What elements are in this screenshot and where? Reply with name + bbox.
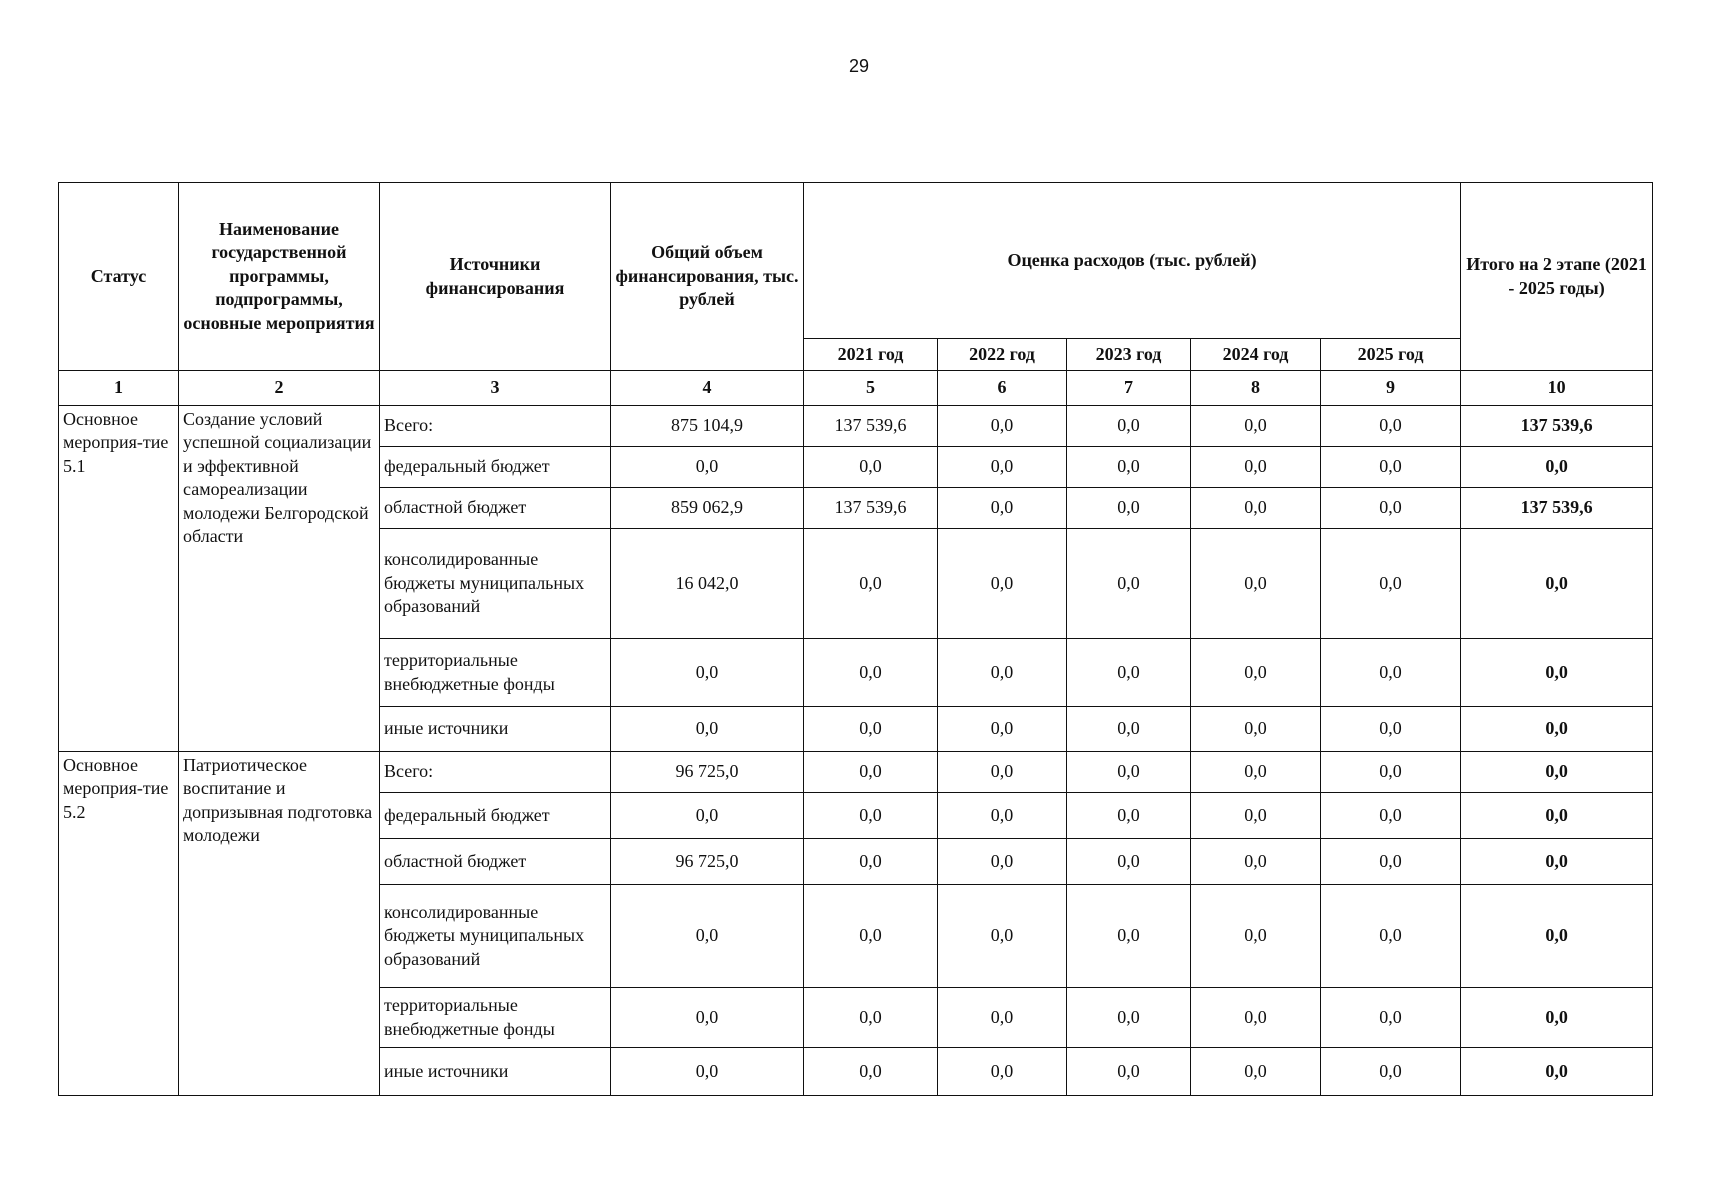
year-cell: 0,0 — [804, 752, 938, 793]
year-cell: 0,0 — [938, 1048, 1067, 1096]
column-number: 4 — [611, 371, 804, 406]
year-cell: 0,0 — [1321, 488, 1461, 529]
header-year: 2021 год — [804, 339, 938, 371]
header-name: Наименование государственной программы, подпрограммы, основные мероприятия — [179, 183, 380, 371]
year-cell: 0,0 — [1067, 488, 1191, 529]
year-cell: 0,0 — [938, 447, 1067, 488]
total-volume-cell: 0,0 — [611, 988, 804, 1048]
total-volume-cell: 0,0 — [611, 1048, 804, 1096]
year-cell: 137 539,6 — [804, 488, 938, 529]
column-number: 2 — [179, 371, 380, 406]
column-number: 6 — [938, 371, 1067, 406]
total-volume-cell: 859 062,9 — [611, 488, 804, 529]
header-estimate: Оценка расходов (тыс. рублей) — [804, 183, 1461, 339]
year-cell: 0,0 — [938, 488, 1067, 529]
source-cell: областной бюджет — [380, 839, 611, 885]
year-cell: 0,0 — [804, 707, 938, 752]
header-year: 2024 год — [1191, 339, 1321, 371]
year-cell: 0,0 — [1191, 447, 1321, 488]
stage-total-cell: 0,0 — [1461, 885, 1653, 988]
year-cell: 0,0 — [1321, 529, 1461, 639]
year-cell: 0,0 — [1191, 406, 1321, 447]
group-name: Создание условий успешной социализации и эффективной самореализации молодежи Белгородской области — [179, 406, 380, 752]
year-cell: 0,0 — [938, 529, 1067, 639]
year-cell: 0,0 — [1321, 406, 1461, 447]
stage-total-cell: 0,0 — [1461, 1048, 1653, 1096]
year-cell: 0,0 — [1067, 793, 1191, 839]
total-volume-cell: 0,0 — [611, 707, 804, 752]
source-cell: федеральный бюджет — [380, 793, 611, 839]
stage-total-cell: 137 539,6 — [1461, 488, 1653, 529]
year-cell: 0,0 — [804, 1048, 938, 1096]
table-row — [59, 752, 1653, 793]
year-cell: 0,0 — [938, 988, 1067, 1048]
stage-total-cell: 0,0 — [1461, 447, 1653, 488]
year-cell: 0,0 — [1321, 752, 1461, 793]
stage-total-cell: 0,0 — [1461, 793, 1653, 839]
year-cell: 0,0 — [1067, 885, 1191, 988]
year-cell: 0,0 — [938, 793, 1067, 839]
header-year: 2023 год — [1067, 339, 1191, 371]
header-year: 2025 год — [1321, 339, 1461, 371]
year-cell: 137 539,6 — [804, 406, 938, 447]
year-cell: 0,0 — [938, 639, 1067, 707]
source-cell: Всего: — [380, 752, 611, 793]
year-cell: 0,0 — [1067, 839, 1191, 885]
source-cell: иные источники — [380, 707, 611, 752]
column-number: 3 — [380, 371, 611, 406]
total-volume-cell: 96 725,0 — [611, 752, 804, 793]
stage-total-cell: 0,0 — [1461, 988, 1653, 1048]
year-cell: 0,0 — [1321, 988, 1461, 1048]
year-cell: 0,0 — [1067, 639, 1191, 707]
year-cell: 0,0 — [1191, 488, 1321, 529]
stage-total-cell: 0,0 — [1461, 839, 1653, 885]
stage-total-cell: 0,0 — [1461, 752, 1653, 793]
column-number: 7 — [1067, 371, 1191, 406]
year-cell: 0,0 — [1321, 793, 1461, 839]
total-volume-cell: 96 725,0 — [611, 839, 804, 885]
year-cell: 0,0 — [938, 707, 1067, 752]
source-cell: консолидированные бюджеты муниципальных образований — [380, 529, 611, 639]
column-numbers-row — [59, 371, 1653, 406]
page-number: 29 — [848, 56, 870, 76]
year-cell: 0,0 — [938, 885, 1067, 988]
year-cell: 0,0 — [1191, 529, 1321, 639]
year-cell: 0,0 — [1321, 447, 1461, 488]
year-cell: 0,0 — [1191, 707, 1321, 752]
source-cell: областной бюджет — [380, 488, 611, 529]
source-cell: иные источники — [380, 1048, 611, 1096]
total-volume-cell: 16 042,0 — [611, 529, 804, 639]
year-cell: 0,0 — [1321, 1048, 1461, 1096]
year-cell: 0,0 — [804, 639, 938, 707]
stage-total-cell: 0,0 — [1461, 707, 1653, 752]
year-cell: 0,0 — [938, 406, 1067, 447]
year-cell: 0,0 — [1191, 885, 1321, 988]
year-cell: 0,0 — [1321, 885, 1461, 988]
group-name: Патриотическое воспитание и допризывная подготовка молодежи — [179, 752, 380, 1096]
year-cell: 0,0 — [1191, 839, 1321, 885]
source-cell: консолидированные бюджеты муниципальных образований — [380, 885, 611, 988]
total-volume-cell: 0,0 — [611, 639, 804, 707]
year-cell: 0,0 — [1191, 793, 1321, 839]
year-cell: 0,0 — [1191, 1048, 1321, 1096]
table-row — [59, 406, 1653, 447]
source-cell: территориальные внебюджетные фонды — [380, 639, 611, 707]
column-number: 9 — [1321, 371, 1461, 406]
year-cell: 0,0 — [938, 839, 1067, 885]
total-volume-cell: 875 104,9 — [611, 406, 804, 447]
year-cell: 0,0 — [804, 839, 938, 885]
source-cell: федеральный бюджет — [380, 447, 611, 488]
stage-total-cell: 0,0 — [1461, 529, 1653, 639]
group-status: Основное мероприя-тие 5.2 — [59, 752, 179, 1096]
funding-table — [58, 182, 1653, 1096]
header-stage-total: Итого на 2 этапе (2021 - 2025 годы) — [1461, 183, 1653, 371]
stage-total-cell: 137 539,6 — [1461, 406, 1653, 447]
total-volume-cell: 0,0 — [611, 885, 804, 988]
year-cell: 0,0 — [1067, 988, 1191, 1048]
year-cell: 0,0 — [1067, 752, 1191, 793]
year-cell: 0,0 — [1191, 988, 1321, 1048]
year-cell: 0,0 — [1321, 839, 1461, 885]
stage-total-cell: 0,0 — [1461, 639, 1653, 707]
total-volume-cell: 0,0 — [611, 447, 804, 488]
total-volume-cell: 0,0 — [611, 793, 804, 839]
year-cell: 0,0 — [1067, 529, 1191, 639]
year-cell: 0,0 — [1321, 707, 1461, 752]
year-cell: 0,0 — [1067, 447, 1191, 488]
column-number: 8 — [1191, 371, 1321, 406]
header-status: Статус — [59, 183, 179, 371]
year-cell: 0,0 — [804, 885, 938, 988]
year-cell: 0,0 — [1191, 639, 1321, 707]
group-status: Основное мероприя-тие 5.1 — [59, 406, 179, 752]
year-cell: 0,0 — [1067, 406, 1191, 447]
source-cell: территориальные внебюджетные фонды — [380, 988, 611, 1048]
header-sources: Источники финансирования — [380, 183, 611, 371]
header-total-volume: Общий объем финансирования, тыс. рублей — [611, 183, 804, 371]
year-cell: 0,0 — [1191, 752, 1321, 793]
year-cell: 0,0 — [1067, 707, 1191, 752]
year-cell: 0,0 — [804, 447, 938, 488]
year-cell: 0,0 — [1067, 1048, 1191, 1096]
year-cell: 0,0 — [938, 752, 1067, 793]
header-year: 2022 год — [938, 339, 1067, 371]
column-number: 5 — [804, 371, 938, 406]
year-cell: 0,0 — [1321, 639, 1461, 707]
column-number: 1 — [59, 371, 179, 406]
source-cell: Всего: — [380, 406, 611, 447]
year-cell: 0,0 — [804, 988, 938, 1048]
column-number: 10 — [1461, 371, 1653, 406]
year-cell: 0,0 — [804, 529, 938, 639]
year-cell: 0,0 — [804, 793, 938, 839]
